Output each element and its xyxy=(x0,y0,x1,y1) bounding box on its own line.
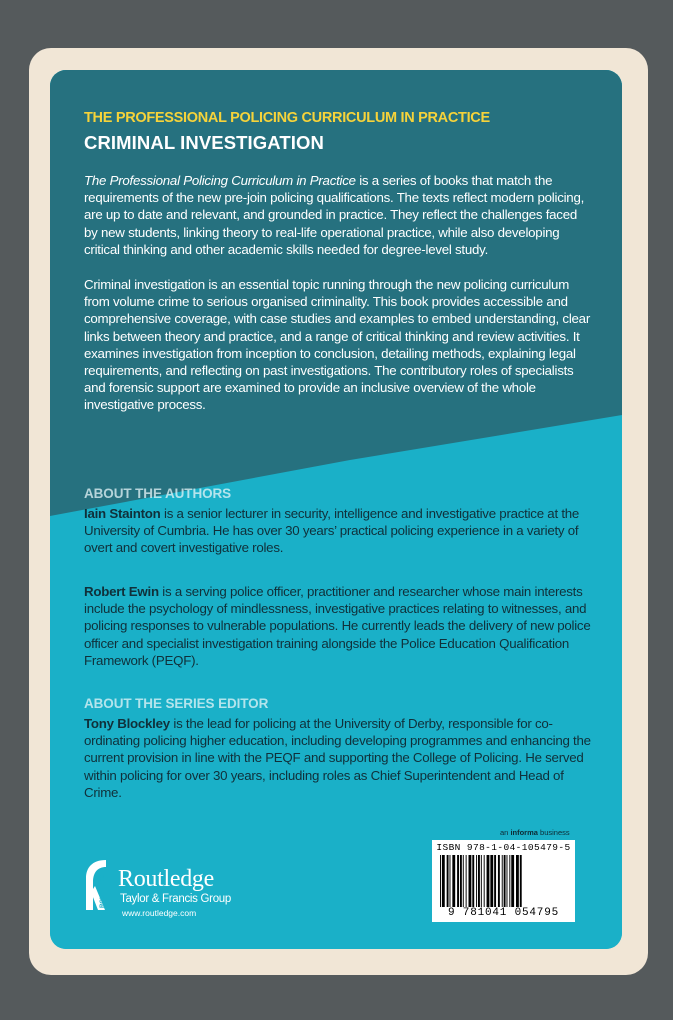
barcode-bar xyxy=(476,855,477,907)
barcode-bar xyxy=(484,855,485,907)
publisher-group: Taylor & Francis Group xyxy=(120,893,231,905)
book-title: CRIMINAL INVESTIGATION xyxy=(84,132,324,153)
informa-brand: informa xyxy=(510,828,538,837)
barcode-bar xyxy=(487,855,490,907)
publisher-name: Routledge xyxy=(118,866,214,892)
barcode-bar xyxy=(502,855,503,907)
barcode-bar xyxy=(450,855,451,907)
logo-vertical-text: ROUTLEDGE xyxy=(100,870,106,908)
authors-heading: ABOUT THE AUTHORS xyxy=(84,486,232,501)
barcode-bar xyxy=(509,855,510,907)
isbn-barcode xyxy=(432,840,575,922)
barcode-bar xyxy=(460,855,462,907)
informa-business-label xyxy=(500,828,570,837)
series-editor-text: is the lead for policing at the University of Derby, responsible for co-ordinating policing higher education, including developing programmes and enhancing the current provision in line with the PEQF and supporting the College of Policing. He served within policing for over 30 years, including roles as Chief Superintendent and Head of Crime. xyxy=(84,716,591,800)
barcode-bars xyxy=(438,855,569,907)
barcode-bar xyxy=(490,855,493,907)
blurb-paragraph-1-text: is a series of books that match the requirements of the new pre-join policing qualifications. The texts reflect modern policing, are up to date and relevant, and grounded in practice. They reflect the challenges faced by new students, linking theory to real-life operational practice, while also developing critical thinking and other academic skills needed for degree-level study. xyxy=(84,173,585,257)
informa-suffix: business xyxy=(537,828,570,837)
barcode-bar xyxy=(457,855,459,907)
barcode-bar xyxy=(494,855,496,907)
back-cover xyxy=(50,70,622,949)
author-2-name: Robert Ewin xyxy=(84,584,159,599)
barcode-bar xyxy=(511,855,514,907)
barcode-bar xyxy=(440,855,441,907)
author-1-text: is a senior lecturer in security, intelligence and investigative practice at the University of Cumbria. He has over 30 years’ practical policing experience in a variety of overt and covert investigative roles. xyxy=(84,506,580,556)
author-1-bio xyxy=(84,505,592,557)
publisher-url: www.routledge.com xyxy=(122,908,197,918)
series-editor-name: Tony Blockley xyxy=(84,716,170,731)
author-2-text: is a serving police officer, practitioner and researcher whose main interests include the psychology of mindlessness, investigative practices relating to witnesses, and policing responses to vulnerable populations. He currently leads the delivery of new police officer and specialist investigation training alongside the Police Education Qualification Framework (PEQF). xyxy=(84,584,591,668)
isbn-number: 9 781041 054795 xyxy=(447,907,560,919)
barcode-bar xyxy=(516,855,519,907)
barcode-bar xyxy=(447,855,449,907)
routledge-logo-icon xyxy=(80,856,110,914)
barcode-bar xyxy=(466,855,467,907)
barcode-bar xyxy=(481,855,482,907)
barcode-bar xyxy=(498,855,500,907)
blurb-paragraph-1 xyxy=(84,172,592,258)
author-2-bio xyxy=(84,583,592,669)
series-title: THE PROFESSIONAL POLICING CURRICULUM IN PRACTICE xyxy=(84,110,490,126)
barcode-bar xyxy=(504,855,506,907)
barcode-bar xyxy=(520,855,522,907)
barcode-bar xyxy=(442,855,445,907)
barcode-bar xyxy=(452,855,455,907)
barcode-bar xyxy=(472,855,474,907)
barcode-bar xyxy=(463,855,464,907)
isbn-label: ISBN 978-1-04-105479-5 xyxy=(436,842,571,853)
informa-prefix: an xyxy=(500,828,511,837)
author-1-name: Iain Stainton xyxy=(84,506,161,521)
barcode-bar xyxy=(469,855,472,907)
barcode-bar xyxy=(478,855,480,907)
blurb-paragraph-2: Criminal investigation is an essential topic running through the new policing curriculum from volume crime to serious organised criminality. This book provides accessible and comprehensive coverage, with case studies and examples to embed understanding, clear links between theory and practice, and a range of critical thinking and review activities. It examines investigation from inception to conclusion, detailing methods, explaining legal requirements, and reflecting on past investigations. The contributory roles of specialists and forensic support are examined to provide an inclusive overview of the whole investigative process. xyxy=(84,277,591,413)
series-name-italic: The Professional Policing Curriculum in Practice xyxy=(84,173,356,188)
series-editor-heading: ABOUT THE SERIES EDITOR xyxy=(84,696,269,711)
barcode-bar xyxy=(507,855,508,907)
series-editor-bio xyxy=(84,715,592,801)
